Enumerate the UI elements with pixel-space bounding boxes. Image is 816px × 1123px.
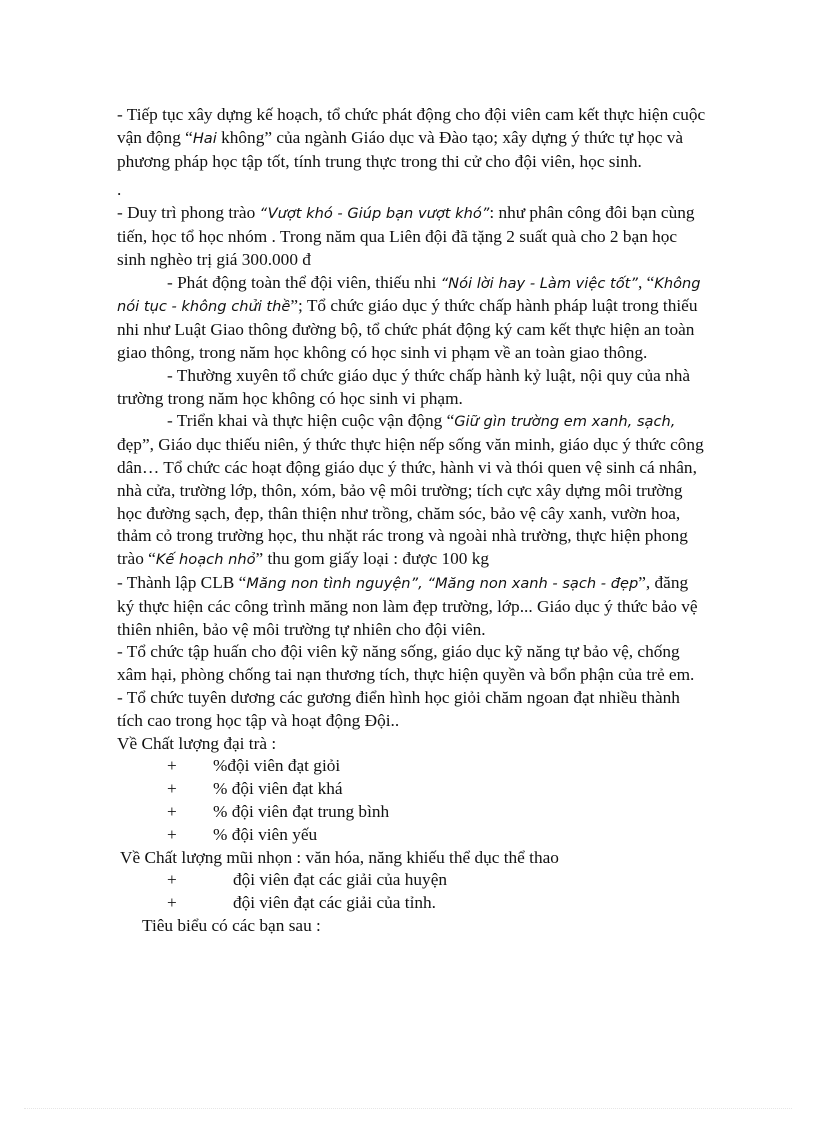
closing-line: Tiêu biểu có các bạn sau : bbox=[142, 915, 321, 935]
quality-general-item: + % đội viên yếu bbox=[167, 824, 318, 844]
quality-general-item: + % đội viên đạt trung bình bbox=[167, 801, 390, 821]
quality-general-item: + %đội viên đạt giỏi bbox=[167, 756, 341, 776]
paragraph-clb: - Thành lập CLB “Măng non tình nguyện”, “Măng non xanh - sạch - đẹp”, đăng ký thực hiện các công trình măng non làm đẹp trường, lớp... Giáo dục ý thức bảo vệ thiên nhiên, bảo vệ môi trường tự nhiên cho đội viên. bbox=[117, 572, 698, 639]
quality-spearhead-item: + đội viên đạt các giải của huyện bbox=[167, 870, 448, 890]
paragraph-vuot-kho: - Duy trì phong trào “Vượt khó - Giúp bạn vượt khó”: như phân công đôi bạn cùng tiến, học tổ học nhóm . Trong năm qua Liên đội đã tặng 2 suất quà cho 2 bạn học sinh nghèo trị giá 300.000 đ bbox=[117, 203, 695, 269]
paragraph-dot: . bbox=[117, 180, 122, 200]
paragraph-tap-huan: - Tổ chức tập huấn cho đội viên kỹ năng sống, giáo dục kỹ năng tự bảo vệ, chống xâm hại, phòng chống tai nạn thương tích, thực hiện quyền và bổn phận của trẻ em. bbox=[117, 642, 695, 685]
page-edge-divider bbox=[24, 1108, 792, 1109]
quality-general-item: + % đội viên đạt khá bbox=[167, 779, 343, 799]
quality-spearhead-label: Về Chất lượng mũi nhọn : văn hóa, năng khiếu thể dục thể thao bbox=[120, 847, 559, 867]
paragraph-truong-xanh: - Triển khai và thực hiện cuộc vận động “Giữ gìn trường em xanh, sạch, đẹp”, Giáo dục thiếu niên, ý thức thực hiện nếp sống văn minh, giáo dục ý thức công dân… Tổ chức các hoạt động giáo dục ý thức, hành vi và thói quen vệ sinh cá nhân, nhà cửa, trường lớp, thôn, xóm, bảo vệ môi trường; tích cực xây dựng môi trường học đường sạch, đẹp, thân thiện như trồng, chăm sóc, bảo vệ cây xanh, vườn hoa, thảm cỏ trong trường học, thu nhặt rác trong và ngoài nhà trường, thực hiện phong trào “Kế hoạch nhỏ” thu gom giấy loại : được 100 kg bbox=[117, 411, 704, 569]
paragraph-loi-hay: - Phát động toàn thể đội viên, thiếu nhi “Nói lời hay - Làm việc tốt”, “Không nói tục - không chửi thề”; Tổ chức giáo dục ý thức chấp hành pháp luật trong thiếu nhi như Luật Giao thông đường bộ, tổ chức phát động ký cam kết thực hiện an toàn giao thông, trong năm học không có học sinh vi phạm về an toàn giao thông. bbox=[117, 272, 701, 362]
paragraph-ky-luat: - Thường xuyên tổ chức giáo dục ý thức chấp hành kỷ luật, nội quy của nhà trường trong năm học không có học sinh vi phạm. bbox=[117, 365, 691, 408]
quality-general-label: Về Chất lượng đại trà : bbox=[117, 733, 277, 753]
quality-spearhead-item: + đội viên đạt các giải của tỉnh. bbox=[167, 893, 436, 913]
document-body bbox=[117, 104, 707, 938]
paragraph-tuyen-duong: - Tổ chức tuyên dương các gương điển hình học giỏi chăm ngoan đạt nhiều thành tích cao trong học tập và hoạt động Đội.. bbox=[117, 687, 680, 730]
paragraph-hai-khong: - Tiếp tục xây dựng kế hoạch, tổ chức phát động cho đội viên cam kết thực hiện cuộc vận động “Hai không” của ngành Giáo dục và Đào tạo; xây dựng ý thức tự học và phương pháp học tập tốt, tính trung thực trong thi cử cho đội viên, học sinh. bbox=[117, 105, 706, 171]
